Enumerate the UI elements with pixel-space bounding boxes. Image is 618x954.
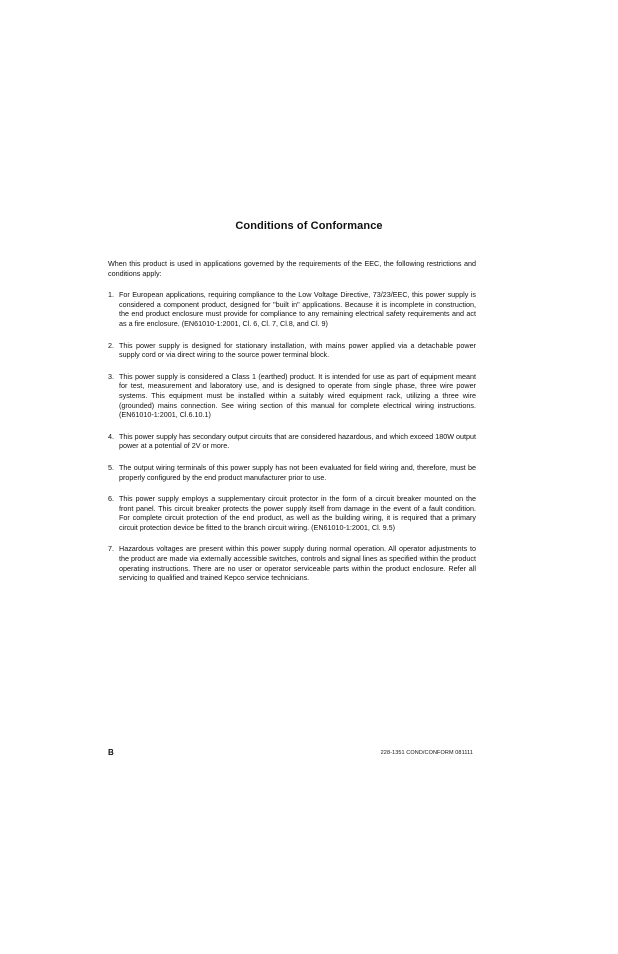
condition-number: 5. — [108, 462, 114, 472]
condition-text: Hazardous voltages are present within this power supply during normal operation. All operator adjustments to the product are made via externally accessible switches, controls and signal lines as specified within the product operating instructions. There are no user or operator serviceable parts within the product enclosure. Refer all servicing to qualified and trained Kepco service technicians. — [119, 544, 476, 583]
page-title: Conditions of Conformance — [235, 220, 383, 232]
condition-text: For European applications, requiring compliance to the Low Voltage Directive, 73/23/EEC, this power supply is considered a component product, designed for "built in" applications. Because it is incomplete in construction, the end product enclosure must provide for compliance to any remaining electrical safety requirements and act as a fire enclosure. (EN61010-1:2001, Cl. 6, Cl. 7, Cl.8, and Cl. 9) — [119, 290, 476, 328]
page-label: B — [108, 748, 114, 757]
condition-number: 3. — [108, 371, 114, 381]
condition-item — [108, 544, 476, 582]
conditions-list — [108, 290, 476, 583]
document-code: 228-1351 COND/CONFORM 081111 — [380, 750, 473, 756]
intro-paragraph: When this product is used in applications governed by the requirements of the EEC, the following restrictions and conditions apply: — [108, 259, 476, 278]
condition-text: This power supply is designed for stationary installation, with mains power applied via a detachable power supply cord or via direct wiring to the source power terminal block. — [119, 340, 476, 360]
condition-item — [108, 341, 476, 360]
condition-item — [108, 290, 476, 328]
condition-number: 7. — [108, 544, 114, 554]
condition-number: 6. — [108, 494, 114, 504]
condition-number: 1. — [108, 290, 114, 300]
condition-text: This power supply has secondary output circuits that are considered hazardous, and which exceed 180W output power at a potential of 2V or more. — [119, 431, 476, 451]
condition-text: This power supply is considered a Class 1 (earthed) product. It is intended for use as part of equipment meant for test, measurement and laboratory use, and is designed to operate from single phase, three wire power systems. This equipment must be installed within a suitably wired equipment rack, utilizing a three wire (grounded) mains connection. See wiring section of this manual for complete electrical wiring instructions. (EN61010-1:2001, Cl.6.10.1) — [119, 371, 476, 420]
condition-item — [108, 463, 476, 482]
document-body — [108, 259, 476, 595]
condition-number: 4. — [108, 431, 114, 441]
condition-item — [108, 432, 476, 451]
condition-item — [108, 494, 476, 532]
condition-item — [108, 372, 476, 420]
condition-number: 2. — [108, 340, 114, 350]
condition-text: This power supply employs a supplementary circuit protector in the form of a circuit breaker mounted on the front panel. This circuit breaker protects the power supply itself from damage in the event of a fault condition. For complete circuit protection of the end product, as well as the building wiring, it is required that a primary circuit protection device be fitted to the branch circuit wiring. (EN61010-1:2001, Cl. 9.5) — [119, 494, 476, 532]
condition-text: The output wiring terminals of this power supply has not been evaluated for field wiring and, therefore, must be properly configured by the end product manufacturer prior to use. — [119, 462, 476, 482]
